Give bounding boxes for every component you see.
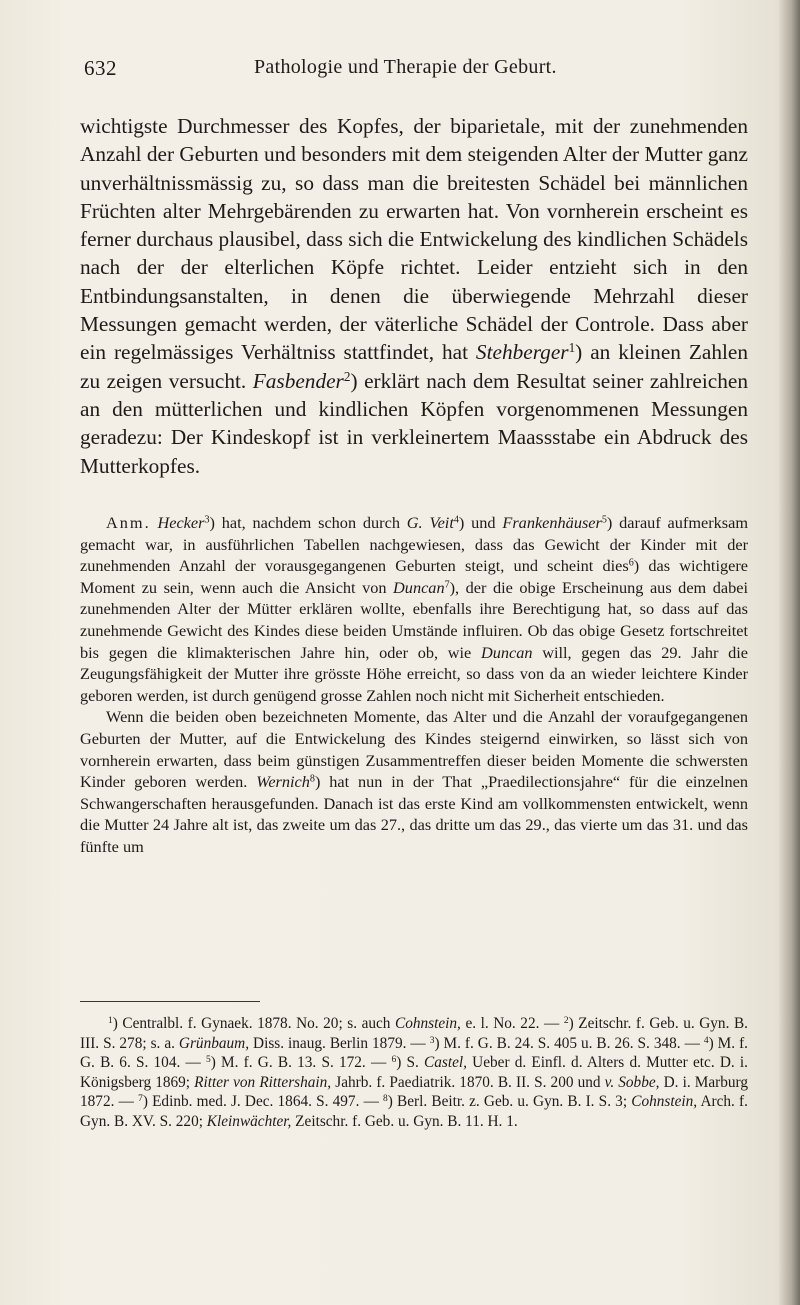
text-run: Ueber d. Einfl. d. Alters d. Mutter etc. D. i. Königsberg 1869; [80, 1054, 748, 1091]
author-name-gruenbaum: Grünbaum, [178, 1034, 250, 1052]
text-run: ) M. f. G. B. 24. S. 405 u. B. 26. S. 348. — [434, 1034, 704, 1052]
footnote-list [80, 1014, 748, 1131]
text-run: ) und [458, 513, 503, 532]
text-run: ) M. f. G. B. 6. S. 104. — [80, 1034, 749, 1071]
footnote-ref: 6 [628, 557, 634, 569]
footnote-ref: 7 [444, 579, 450, 591]
footnotes [80, 1014, 748, 1131]
text-run: ) Edinb. med. J. Dec. 1864. S. 497. — [142, 1093, 384, 1110]
text-run: ) hat nun in der That „Praedilectionsjahre“ für die einzelnen Schwangerschaften herausgefunden. Danach ist das erste Kind am vollkommensten entwickelt, wenn die Mutter 24 Jahre alt ist, das zweite um das 27., das dritte um das 29., das vierte um das 31. und das fünfte um [80, 772, 748, 856]
text-run: Jahrb. f. Paediatrik. 1870. B. II. S. 200 und [331, 1073, 605, 1091]
note-label: Anm. [106, 513, 151, 532]
footnote-number: 2 [563, 1015, 569, 1026]
page-edge-shadow [778, 0, 800, 1305]
text-run: e. l. No. 22. — [460, 1015, 564, 1032]
footnote-number: 4 [703, 1035, 709, 1046]
footnote-number: 3 [429, 1035, 435, 1046]
footnote-number: 7 [138, 1093, 143, 1104]
footnote-number: 5 [206, 1054, 211, 1065]
text-run: D. i. Marburg 1872. — [80, 1073, 749, 1110]
note-paragraph-2 [80, 706, 748, 857]
author-name-hecker: Hecker [157, 513, 205, 532]
running-head [84, 56, 744, 86]
author-name-castel: Castel, [424, 1054, 467, 1071]
text-run: Diss. inaug. Berlin 1879. — [249, 1034, 430, 1052]
author-name-veit: G. Veit [406, 513, 454, 532]
text-run: ) Centralbl. f. Gynaek. 1878. No. 20; s. auch [112, 1015, 396, 1032]
author-name-frankenhaeuser: Frankenhäuser [502, 513, 602, 532]
author-name-duncan: Duncan [393, 577, 445, 597]
author-name-ritter: Ritter von Rittershain, [194, 1073, 332, 1091]
footnote-number: 6 [391, 1054, 397, 1065]
author-name-cohnstein: Cohnstein, [395, 1015, 461, 1032]
running-title: Pathologie und Therapie der Geburt. [254, 56, 557, 78]
text-run: ) an kleinen Zahlen zu zeigen versucht. [80, 340, 748, 393]
footnote-ref: 1 [568, 340, 576, 356]
text-run: Zeitschr. f. Geb. u. Gyn. B. 11. H. 1. [291, 1112, 518, 1130]
text-run: ) S. [396, 1054, 425, 1071]
footnote-ref: 8 [309, 773, 315, 785]
footnote-number: 1 [108, 1015, 113, 1026]
footnote-ref: 2 [343, 368, 351, 384]
author-name-wernich: Wernich [256, 772, 310, 792]
text-run: ) erklärt nach dem Resultat seiner zahlreichen an den mütterlichen und kindlichen Köpfen vorgenommenen Messungen geradezu: Der Kindeskopf ist in verkleinertem Maassstabe ein Abdruck des Mutterkopfes. [80, 368, 748, 478]
annotation-block [80, 512, 748, 858]
text-run: ) Zeitschr. f. Geb. u. Gyn. B. III. S. 278; s. a. [80, 1015, 748, 1052]
body-paragraph [80, 112, 748, 480]
author-name-duncan: Duncan [480, 642, 533, 662]
footnote-ref: 4 [453, 514, 459, 526]
text-run: ) das wichtigere Moment zu sein, wenn auch die Ansicht von [80, 556, 748, 597]
text-run: ) hat, nachdem schon durch [209, 513, 407, 532]
footnote-ref: 3 [204, 514, 210, 526]
text-run: Wenn die beiden oben bezeichneten Momente, das Alter und die Anzahl der voraufgegangenen Geburten der Mutter, auf die Entwickelung des Kindes steigernd einwirken, so lässt sich von vornherein erwarten, dass beim günstigen Zusammentreffen dieser beiden Momente die schwersten Kinder geboren werden. [80, 707, 748, 792]
note-paragraph-1 [80, 512, 748, 706]
author-name-cohnstein: Cohnstein, [631, 1093, 698, 1110]
text-run: Arch. f. Gyn. B. XV. S. 220; [80, 1093, 748, 1130]
text-run: wichtigste Durchmesser des Kopfes, der biparietale, mit der zunehmenden Anzahl der Geburten und besonders mit dem steigenden Alter der Mutter ganz unverhältnissmässig zu, so dass man die breitesten Schädel bei männlichen Früchten alter Mehrgebärenden zu erwarten hat. Von vornherein erscheint es ferner durchaus plausibel, dass sich die Entwickelung des kindlichen Schädels nach der der elterlichen Köpfe richtet. Leider entzieht sich in den Entbindungsanstalten, in denen die überwiegende Mehrzahl dieser Messungen gemacht werden, der väterliche Schädel der Controle. Dass aber ein regelmässiges Verhältniss stattfindet, hat [80, 114, 748, 365]
footnote-divider [80, 1001, 260, 1002]
footnote-number: 8 [383, 1093, 388, 1104]
text-run: ), der die obige Erscheinung aus dem dabei zunehmenden Alter der Mütter erklären wollte, ebenfalls ihre Berechtigung hat, so dass auf das zunehmende Gewicht des Kindes diese beiden Umstände influiren. Ob das obige Gesetz fortschreitet bis gegen die klimakterischen Jahre hin, oder ob, wie [80, 577, 748, 662]
author-name-stehberger: Stehberger [475, 340, 569, 365]
text-run: will, gegen das 29. Jahr die Zeugungsfähigkeit der Mutter ihre grösste Höhe erreicht, so dass von da an wieder leichtere Kinder geboren werden, ist durch genügend grosse Zahlen noch nicht mit Sicherheit entschieden. [80, 642, 748, 705]
footnote-ref: 5 [601, 514, 607, 526]
text-run: ) M. f. G. B. 13. S. 172. — [210, 1054, 392, 1071]
text-run: ) Berl. Beitr. z. Geb. u. Gyn. B. I. S. 3; [387, 1093, 632, 1110]
page-number: 632 [84, 56, 117, 80]
main-paragraph [80, 112, 748, 480]
author-name-fasbender: Fasbender [252, 368, 344, 393]
author-name-kleinwaechter: Kleinwächter, [206, 1112, 292, 1130]
author-name-sobbe: v. Sobbe, [604, 1073, 660, 1091]
text-run: ) darauf aufmerksam gemacht war, in ausführlichen Tabellen nachgewiesen, dass das Gewicht der Kinder mit der zunehmenden Anzahl der vorausgegangenen Geburten steigt, und scheint dies [80, 513, 749, 576]
